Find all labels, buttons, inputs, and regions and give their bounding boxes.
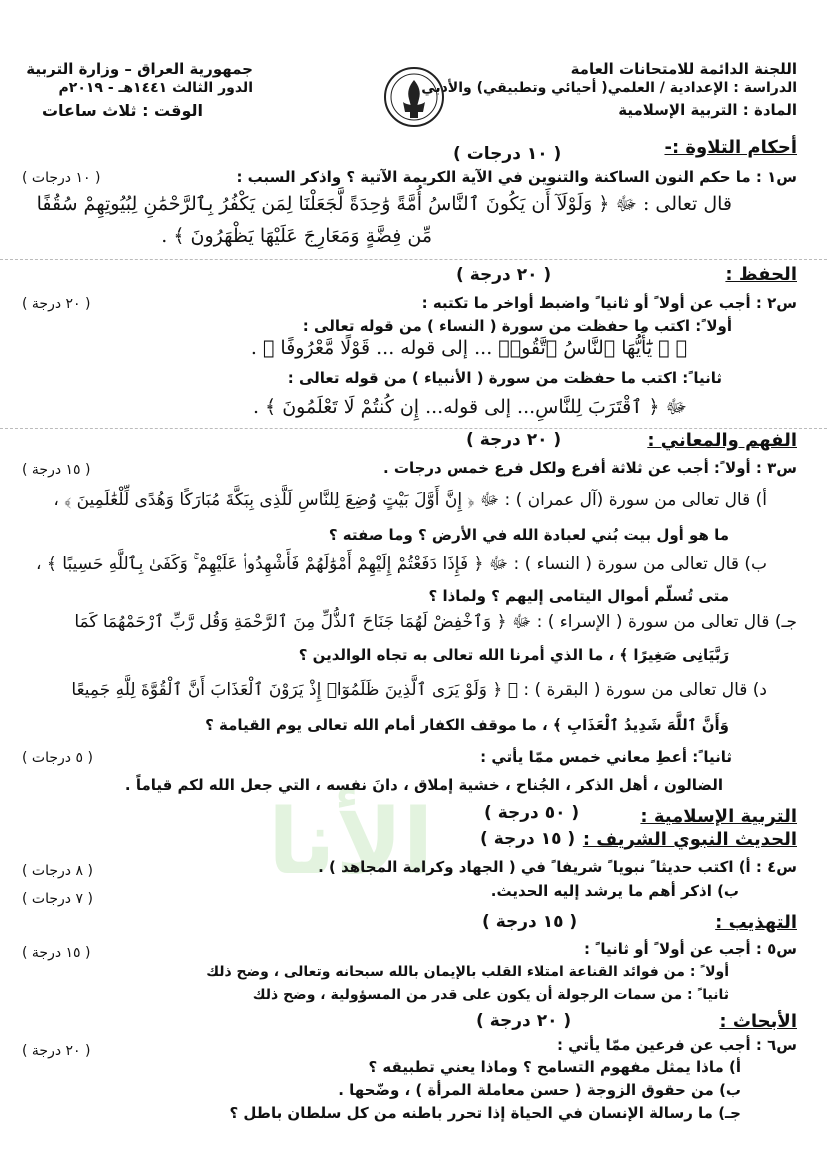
- question-3-a-verse: أ) قال تعالى من سورة (آل عمران ) : ﷻ ﴿ إِنَّ أَوَّلَ بَيْتٍ وُضِعَ لِلنَّاسِ لَلَّذِى بِبَكَّةَ مُبَارَكًا وَهُدًى لِّلْعَٰلَمِينَ ﴾ ،: [53, 490, 767, 510]
- section-title-tilawa: أحكام التلاوة :-: [664, 137, 797, 158]
- question-5-first: أولا ً : من فوائد القناعة امتلاء القلب بالإيمان بالله سبحانه وتعالى ، وضح ذلك: [206, 964, 729, 980]
- section-marks-abhath: ( ٢٠ درجة ): [476, 1011, 572, 1031]
- question-5-marks: ( ١٥ درجة ): [22, 945, 91, 961]
- question-6-b: ب) من حقوق الزوجة ( حسن معاملة المرأة ) ، وضّحها .: [338, 1081, 741, 1099]
- question-3-b-question: متى تُسلّم أموال اليتامى إليهم ؟ ولماذا ؟: [428, 587, 729, 605]
- section-divider: [0, 428, 827, 429]
- section-marks-fahm: ( ٢٠ درجة ): [466, 430, 562, 450]
- question-3-words: الضالون ، أهل الذكر ، الجُناح ، خشية إملاق ، دانَ نفسه ، التي جعل الله لكم قياماً .: [124, 776, 723, 794]
- question-6-marks: ( ٢٠ درجة ): [22, 1043, 91, 1059]
- emblem-logo: [383, 66, 445, 128]
- question-3-second: ثانيا ً: أعطِ معاني خمس ممّا يأتي :: [480, 748, 732, 766]
- question-2-second: ثانيا ً: اكتب ما حفظت من سورة ( الأنبياء ) من قوله تعالى :: [287, 369, 722, 387]
- section-marks-tahdhib: ( ١٥ درجة ): [482, 912, 578, 932]
- section-title-tarbiya: التربية الإسلامية :: [640, 806, 797, 827]
- question-3-c-question: رَبَّيَانِى صَغِيرًا ﴾ ، ما الذي أمرنا الله تعالى به تجاه الوالدين ؟: [298, 646, 729, 664]
- section-marks-hadith: ( ١٥ درجة ): [480, 829, 576, 849]
- question-2-first-verse: ﷻ ﴿ يَٰٓأَيُّهَا ٱلنَّاسُ ٱتَّقُوا۟ ... إلى قوله ... قَوْلًا مَّعْرُوفًا ﴾ .: [250, 337, 687, 359]
- question-1: س١ : ما حكم النون الساكنة والتنوين في الآية الكريمة الآتية ؟ واذكر السبب :: [236, 168, 797, 186]
- section-title-fahm: الفهم والمعاني :: [647, 430, 797, 451]
- question-3-second-marks: ( ٥ درجات ): [22, 750, 93, 766]
- question-1-marks: ( ١٠ درجات ): [22, 170, 101, 186]
- question-5-second: ثانيا ً : من سمات الرجولة أن يكون على قدر من المسؤولية ، وضح ذلك: [252, 987, 729, 1003]
- section-marks-hifz: ( ٢٠ درجة ): [456, 265, 552, 285]
- question-3-b-verse: ب) قال تعالى من سورة ( النساء ) : ﷻ ﴿ فَإِذَا دَفَعْتُمْ إِلَيْهِمْ أَمْوَٰلَهُمْ فَأَشْهِدُوا۟ عَلَيْهِمْ ۚ وَكَفَىٰ بِٱللَّهِ حَسِيبًا ﴾ ،: [36, 554, 767, 574]
- question-5: س٥ : أجب عن أولا ً أو ثانيا ً :: [584, 940, 797, 958]
- question-4-b: ب) اذكر أهم ما يرشد إليه الحديث.: [490, 882, 739, 900]
- question-6-a: أ) ماذا يمثل مفهوم التسامح ؟ وماذا يعني تطبيقه ؟: [368, 1058, 741, 1076]
- question-3-marks: ( ١٥ درجة ): [22, 462, 91, 478]
- question-2-first: أولا ً: اكتب ما حفظت من سورة ( النساء ) من قوله تعالى :: [302, 317, 732, 335]
- question-4-a-marks: ( ٨ درجات ): [22, 863, 93, 879]
- question-3-d-verse: د) قال تعالى من سورة ( البقرة ) : ﷻ ﴿ وَلَوْ يَرَى ٱلَّذِينَ ظَلَمُوٓا۟ إِذْ يَرَوْنَ ٱلْعَذَابَ أَنَّ ٱلْقُوَّةَ لِلَّهِ جَمِيعًا: [71, 680, 767, 700]
- question-3: س٣ : أولا ً: أجب عن ثلاثة أفرع ولكل فرع خمس درجات .: [382, 459, 797, 477]
- question-1-verse-line1: قال تعالى : ﷻ ﴿ وَلَوْلَآ أَن يَكُونَ ٱلنَّاسُ أُمَّةً وَٰحِدَةً لَّجَعَلْنَا لِمَن يَكْفُرُ بِٱلرَّحْمَٰنِ لِبُيُوتِهِمْ سُقُفًا: [36, 193, 732, 215]
- section-title-hifz: الحفظ :: [725, 264, 797, 285]
- question-3-d-question: وَأَنَّ ٱللَّهَ شَدِيدُ ٱلْعَذَابِ ﴾ ، ما موقف الكفار أمام الله تعالى يوم القيامة ؟: [205, 716, 729, 734]
- exam-session: الدور الثالث ١٤٤١هـ - ٢٠١٩م: [58, 80, 253, 96]
- question-2: س٢ : أجب عن أولا ً أو ثانيا ً واضبط أواخر ما تكتبه :: [421, 294, 797, 312]
- section-title-tahdhib: التهذيب :: [715, 912, 797, 933]
- subject-name: المادة : التربية الإسلامية: [618, 101, 797, 119]
- question-4-b-marks: ( ٧ درجات ): [22, 891, 93, 907]
- question-4-a: س٤ : أ) اكتب حديثا ً نبويا ً شريفا ً في ( الجهاد وكرامة المجاهد ) .: [318, 858, 797, 876]
- country-ministry: جمهورية العراق – وزارة التربية: [26, 60, 253, 78]
- section-divider: [0, 259, 827, 260]
- question-2-marks: ( ٢٠ درجة ): [22, 296, 91, 312]
- section-marks-tilawa: ( ١٠ درجات ): [453, 144, 562, 164]
- watermark: الأنا: [268, 790, 434, 895]
- question-1-verse-line2: مِّن فِضَّةٍ وَمَعَارِجَ عَلَيْهَا يَظْهَرُونَ ﴾ .: [161, 225, 432, 247]
- committee-name: اللجنة الدائمة للامتحانات العامة: [570, 60, 797, 78]
- question-3-a-question: ما هو أول بيت بُني لعبادة الله في الأرض ؟ وما صفته ؟: [328, 526, 729, 544]
- question-6: س٦ : أجب عن فرعين ممّا يأتي :: [556, 1036, 797, 1054]
- exam-time: الوقت : ثلاث ساعات: [41, 101, 203, 120]
- question-2-second-verse: ﷻ ﴿ ٱقْتَرَبَ لِلنَّاسِ... إلى قوله... إِن كُنتُمْ لَا تَعْلَمُونَ ﴾ .: [252, 396, 687, 418]
- question-6-c: جـ) ما رسالة الإنسان في الحياة إذا تحرر باطنه من كل سلطان باطل ؟: [229, 1104, 741, 1122]
- question-3-c-verse: جـ) قال تعالى من سورة ( الإسراء ) : ﷻ ﴿ وَٱخْفِضْ لَهُمَا جَنَاحَ ٱلذُّلِّ مِنَ ٱلرَّحْمَةِ وَقُل رَّبِّ ٱرْحَمْهُمَا كَمَا: [74, 612, 797, 632]
- section-marks-tarbiya: ( ٥٠ درجة ): [484, 803, 580, 823]
- study-branch: الدراسة : الإعدادية / العلمي( أحيائي وتطبيقي) والأدبي: [421, 80, 797, 96]
- section-title-hadith: الحديث النبوي الشريف :: [582, 829, 797, 850]
- section-title-abhath: الأبحاث :: [719, 1011, 797, 1032]
